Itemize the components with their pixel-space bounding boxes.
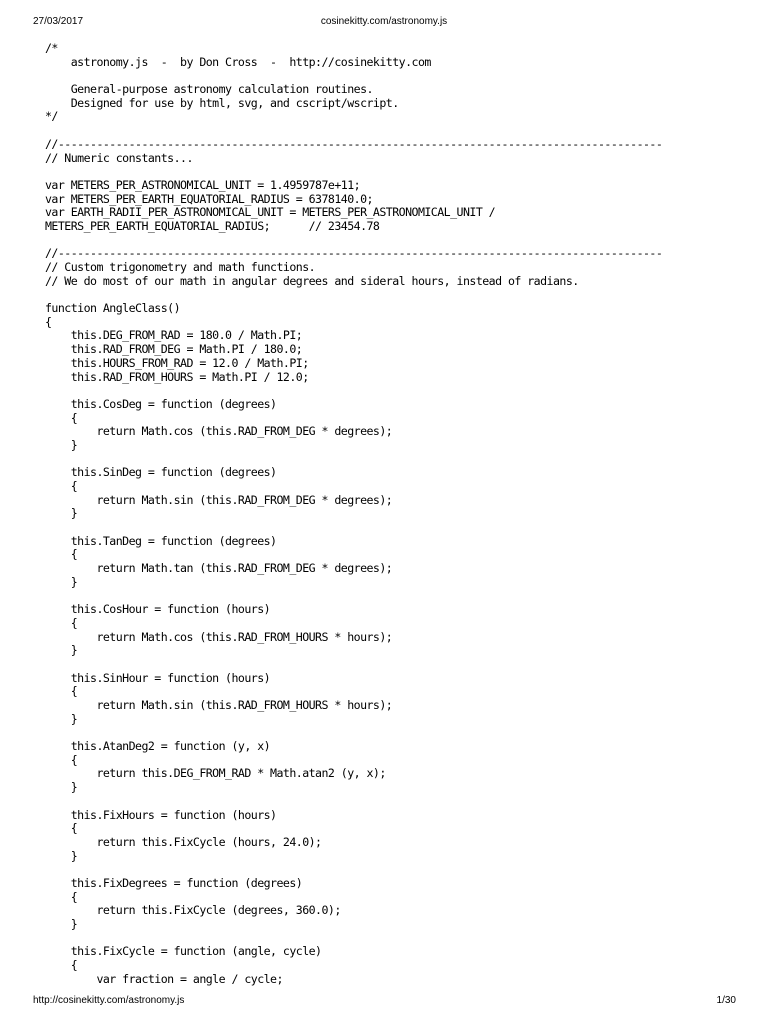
code-line: // We do most of our math in angular degrees and sideral hours, instead of radians. xyxy=(45,273,579,288)
code-line: this.FixHours = function (hours) xyxy=(45,807,277,822)
code-line: General-purpose astronomy calculation routines. xyxy=(45,82,373,97)
code-line xyxy=(45,521,745,535)
code-line: this.SinDeg = function (degrees) xyxy=(45,465,277,480)
code-line: // Custom trigonometry and math functions. xyxy=(45,260,316,274)
code-line: //---------------------------------------------------------------------------------------------- xyxy=(45,136,663,151)
code-line: } xyxy=(45,917,78,931)
code-line xyxy=(45,234,745,248)
code-line: return Math.cos (this.RAD_FROM_DEG * degrees); xyxy=(45,424,393,439)
code-line xyxy=(45,590,745,604)
code-line: /* xyxy=(45,41,58,55)
code-line: this.FixDegrees = function (degrees) xyxy=(45,875,303,890)
footer-url: http://cosinekitty.com/astronomy.js xyxy=(33,995,185,1006)
print-date: 27/03/2017 xyxy=(33,16,84,27)
code-line: this.AtanDeg2 = function (y, x) xyxy=(45,739,271,754)
code-line: { xyxy=(45,684,78,699)
code-line: this.CosHour = function (hours) xyxy=(45,602,271,617)
code-line xyxy=(45,165,745,179)
code-line: } xyxy=(45,574,78,589)
code-line: } xyxy=(45,780,78,795)
code-line: // Numeric constants... xyxy=(45,150,193,165)
code-line xyxy=(45,69,745,83)
code-line: this.FixCycle = function (angle, cycle) xyxy=(45,944,322,959)
code-line xyxy=(45,932,745,946)
code-line: { xyxy=(45,314,52,329)
code-line: return this.FixCycle (degrees, 360.0); xyxy=(45,903,341,918)
code-line: */ xyxy=(45,109,58,124)
code-line: METERS_PER_EARTH_EQUATORIAL_RADIUS; // 23454.78 xyxy=(45,218,380,233)
code-line: var METERS_PER_ASTRONOMICAL_UNIT = 1.4959787e+11; xyxy=(45,177,361,192)
code-line: { xyxy=(45,479,78,493)
code-line xyxy=(45,288,745,302)
code-line: } xyxy=(45,437,78,452)
code-line: this.TanDeg = function (degrees) xyxy=(45,533,277,548)
code-line: } xyxy=(45,643,78,658)
code-line: return Math.sin (this.RAD_FROM_HOURS * hours); xyxy=(45,698,393,712)
code-line: return Math.tan (this.RAD_FROM_DEG * degrees); xyxy=(45,561,393,576)
code-line: var EARTH_RADII_PER_ASTRONOMICAL_UNIT = METERS_PER_ASTRONOMICAL_UNIT / xyxy=(45,205,496,220)
code-line: this.SinHour = function (hours) xyxy=(45,670,271,685)
code-listing xyxy=(45,42,745,986)
code-line: { xyxy=(45,615,78,630)
code-line: } xyxy=(45,711,78,726)
code-line: } xyxy=(45,506,78,521)
code-line: var METERS_PER_EARTH_EQUATORIAL_RADIUS = 6378140.0; xyxy=(45,191,373,206)
code-line xyxy=(45,658,745,672)
code-line: this.CosDeg = function (degrees) xyxy=(45,396,277,411)
code-line: this.DEG_FROM_RAD = 180.0 / Math.PI; xyxy=(45,328,303,343)
code-line: return this.FixCycle (hours, 24.0); xyxy=(45,834,322,849)
code-line: { xyxy=(45,889,78,904)
code-line: { xyxy=(45,958,78,973)
code-line: var fraction = angle / cycle; xyxy=(45,971,283,986)
code-line xyxy=(45,453,745,467)
page-title: cosinekitty.com/astronomy.js xyxy=(320,16,448,27)
code-line xyxy=(45,795,745,809)
code-line: this.RAD_FROM_HOURS = Math.PI / 12.0; xyxy=(45,369,309,384)
code-line: } xyxy=(45,848,78,863)
code-line: { xyxy=(45,547,78,562)
code-line: { xyxy=(45,752,78,767)
code-line: { xyxy=(45,410,78,425)
code-line: function AngleClass() xyxy=(45,301,181,316)
code-line: return Math.sin (this.RAD_FROM_DEG * degrees); xyxy=(45,492,393,507)
code-line: Designed for use by html, svg, and cscript/wscript. xyxy=(45,95,399,110)
code-line: //---------------------------------------------------------------------------------------------- xyxy=(45,246,663,261)
code-line xyxy=(45,726,745,740)
code-line: this.HOURS_FROM_RAD = 12.0 / Math.PI; xyxy=(45,355,309,370)
page-number: 1/30 xyxy=(716,995,736,1006)
code-line xyxy=(45,124,745,138)
code-line xyxy=(45,863,745,877)
code-line: astronomy.js - by Don Cross - http://cosinekitty.com xyxy=(45,54,431,69)
code-line: return Math.cos (this.RAD_FROM_HOURS * hours); xyxy=(45,629,393,644)
code-line xyxy=(45,384,745,398)
code-line: { xyxy=(45,821,78,836)
code-line: return this.DEG_FROM_RAD * Math.atan2 (y, x); xyxy=(45,766,386,781)
code-line: this.RAD_FROM_DEG = Math.PI / 180.0; xyxy=(45,342,303,357)
